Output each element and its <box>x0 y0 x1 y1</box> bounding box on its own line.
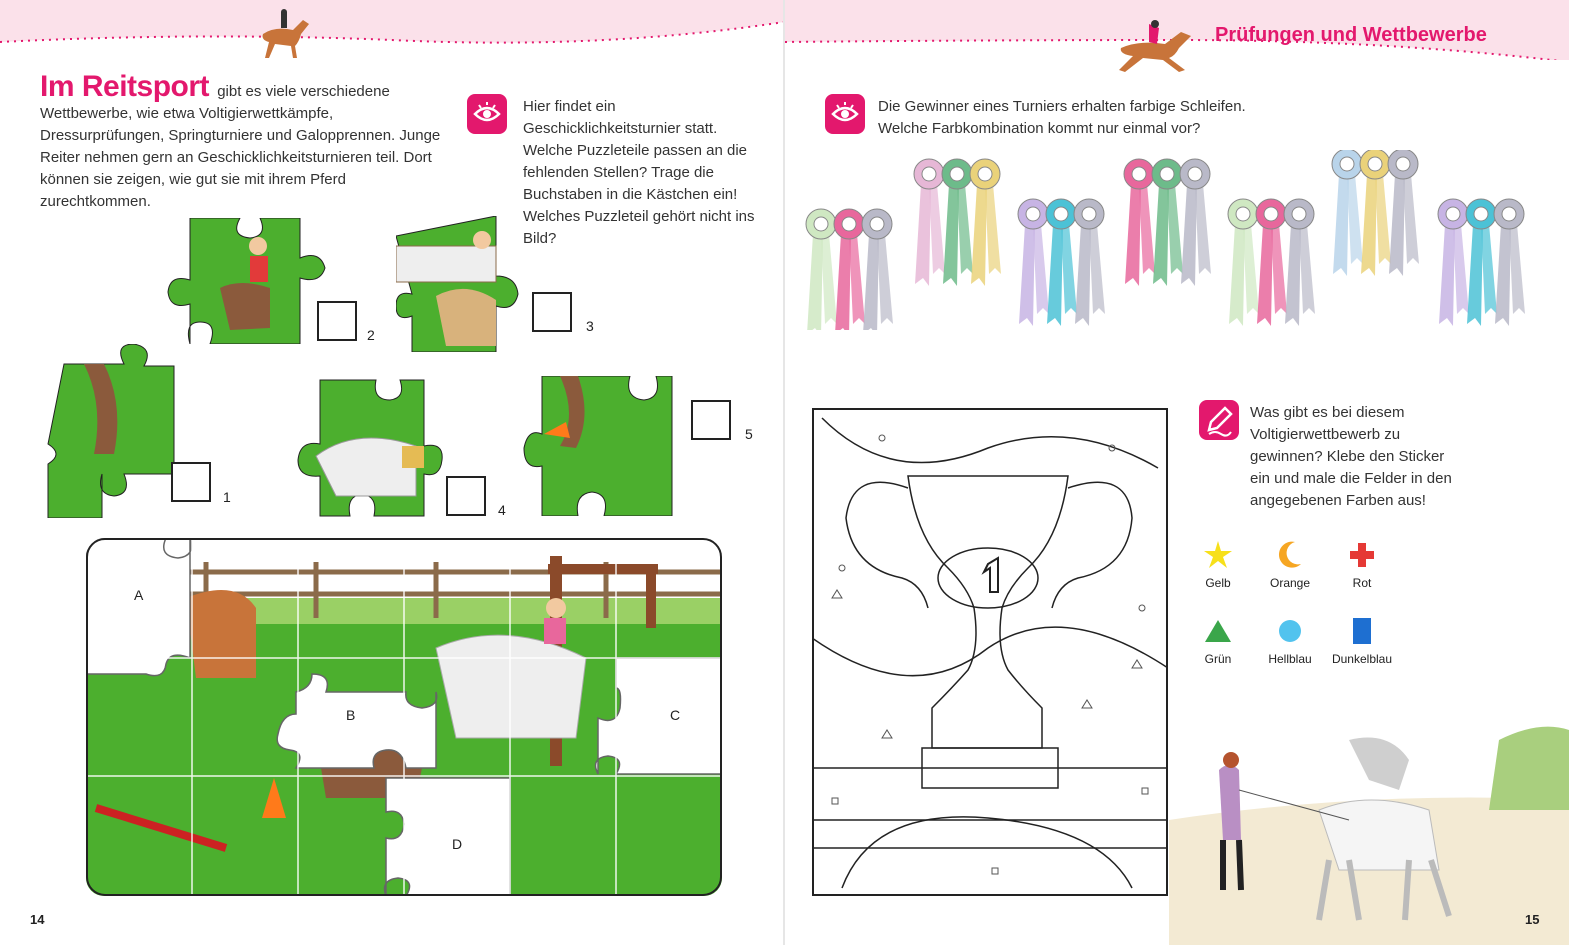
rosette-group <box>806 209 893 330</box>
ribbon <box>1333 174 1349 276</box>
star-icon <box>1203 540 1233 570</box>
eye-icon <box>467 94 507 134</box>
coloring-task-text: Was gibt es bei diesem Voltigierwettbewerb zu gewinnen? Klebe den Sticker ein und male die Felder in den angegebenen Farben aus! <box>1250 404 1452 509</box>
headline: Im Reitsport <box>40 70 210 103</box>
legend-label: Grün <box>1204 652 1232 666</box>
rosette-ribbons <box>805 150 1545 330</box>
rosette-group <box>1438 199 1525 326</box>
vaulting-scene-illustration <box>1169 720 1569 945</box>
slot-label-a: A <box>134 587 144 603</box>
legend-label: Gelb <box>1205 576 1231 590</box>
triangle-icon <box>1203 616 1233 646</box>
rosette-center <box>1132 167 1146 181</box>
ribbon <box>1153 184 1169 286</box>
ribbon-task-text: Die Gewinner eines Turniers erhalten farbige Schleifen. Welche Farbkombination kommt nur einmal vor? <box>878 98 1246 137</box>
ribbon <box>1125 184 1141 286</box>
ribbon <box>1389 174 1405 276</box>
legend-hellblau <box>1255 616 1325 666</box>
legend-gelb <box>1183 540 1253 590</box>
ribbon <box>1361 174 1377 276</box>
rosette-group <box>914 159 1001 286</box>
rosette-center <box>1188 167 1202 181</box>
legend-label: Hellblau <box>1268 652 1312 666</box>
section-title: Prüfungen und Wettbewerbe <box>1215 24 1487 46</box>
racehorse-illustration <box>1115 18 1201 74</box>
puzzle-piece-4 <box>276 376 446 524</box>
rosette-center <box>922 167 936 181</box>
main-puzzle-scene <box>86 538 722 896</box>
answer-box-1[interactable] <box>171 462 211 502</box>
puzzle-piece-5 <box>520 376 684 516</box>
piece-number-2: 2 <box>367 327 375 343</box>
legend-rot <box>1327 540 1397 590</box>
legend-gruen <box>1183 616 1253 666</box>
square-icon <box>1347 616 1377 646</box>
ribbon <box>1375 174 1391 264</box>
ribbon <box>849 234 865 324</box>
ribbon <box>807 234 823 330</box>
rosette-center <box>1474 207 1488 221</box>
ribbon <box>877 234 893 324</box>
ribbon <box>1271 224 1287 314</box>
rosette-group <box>1332 150 1419 276</box>
right-page <box>785 0 1569 945</box>
ribbon <box>1243 224 1259 314</box>
legend-orange <box>1255 540 1325 590</box>
legend-dunkelblau <box>1327 616 1397 666</box>
ribbon <box>943 184 959 286</box>
puzzle-piece-2 <box>160 218 330 344</box>
ribbon <box>1257 224 1273 326</box>
ribbon <box>1061 224 1077 314</box>
rosette-group <box>1124 159 1211 286</box>
rosette-center <box>1396 157 1410 171</box>
ribbon <box>915 184 931 286</box>
slot-label-c: C <box>670 707 681 723</box>
ribbon <box>1089 224 1105 314</box>
ribbon <box>1509 224 1525 314</box>
ribbon <box>1495 224 1511 326</box>
page-number-right: 15 <box>1525 912 1540 927</box>
slot-label-d: D <box>452 836 463 852</box>
rosette-center <box>1502 207 1516 221</box>
ribbon <box>1167 184 1183 274</box>
circle-icon <box>1275 616 1305 646</box>
intro-paragraph <box>40 70 460 213</box>
rosette-center <box>1082 207 1096 221</box>
rosette-center <box>1160 167 1174 181</box>
ribbon <box>1075 224 1091 326</box>
rosette-group <box>1228 199 1315 326</box>
rosette-center <box>978 167 992 181</box>
piece-number-1: 1 <box>223 489 231 505</box>
answer-box-5[interactable] <box>691 400 731 440</box>
ribbon <box>1453 224 1469 314</box>
ribbon <box>957 184 973 274</box>
ribbon <box>1347 174 1363 264</box>
piece-number-3: 3 <box>586 318 594 334</box>
answer-box-4[interactable] <box>446 476 486 516</box>
moon-icon <box>1275 540 1305 570</box>
ribbon <box>1467 224 1483 326</box>
ribbon <box>929 184 945 274</box>
pencil-icon <box>1199 400 1239 440</box>
rosette-center <box>1340 157 1354 171</box>
eye-icon <box>825 94 865 134</box>
piece-number-4: 4 <box>498 502 506 518</box>
ribbon <box>1229 224 1245 326</box>
rosette-center <box>1446 207 1460 221</box>
ribbon <box>821 234 837 324</box>
ribbon <box>1033 224 1049 314</box>
rosette-center <box>950 167 964 181</box>
ribbon <box>1019 224 1035 326</box>
rosette-center <box>1054 207 1068 221</box>
ribbon <box>835 234 851 330</box>
answer-box-3[interactable] <box>532 292 572 332</box>
puzzle-piece-3 <box>396 216 522 352</box>
dressage-horse-illustration <box>255 8 315 60</box>
ribbon <box>863 234 879 330</box>
ribbon <box>1139 184 1155 274</box>
ribbon <box>985 184 1001 274</box>
puzzle-piece-1 <box>44 344 178 518</box>
rosette-center <box>1368 157 1382 171</box>
cross-icon <box>1347 540 1377 570</box>
rosette-center <box>814 217 828 231</box>
page-number-left: 14 <box>30 912 45 927</box>
legend-label: Dunkelblau <box>1331 652 1393 666</box>
rosette-group <box>1018 199 1105 326</box>
ribbon <box>1285 224 1301 326</box>
rosette-center <box>1236 207 1250 221</box>
rosette-center <box>1292 207 1306 221</box>
left-page <box>0 0 784 945</box>
legend-label: Rot <box>1352 576 1372 590</box>
rosette-center <box>1026 207 1040 221</box>
ribbon <box>971 184 987 286</box>
answer-box-2[interactable] <box>317 301 357 341</box>
ribbon <box>1439 224 1455 326</box>
legend-label: Orange <box>1269 576 1311 590</box>
ribbon <box>1181 184 1197 286</box>
ribbon <box>1299 224 1315 314</box>
rosette-center <box>1264 207 1278 221</box>
puzzle-task-text: Hier findet ein Geschicklichkeitsturnier statt. Welche Puzzleteile passen an die fehlenden Stellen? Trage die Buchstaben in die Kästchen ein! Welches Puzzleteil gehört nicht ins Bild? <box>523 98 755 247</box>
slot-label-b: B <box>346 707 356 723</box>
intro-text: gibt es viele verschiedene Wettbewerbe, wie etwa Voltigierwettkämpfe, Dressurprüfungen, Springturniere und Galopprennen. Junge Reiter nehmen gern an Geschicklichkeitsturnieren teil. Dort können sie zeigen, wie gut sie mit ihrem Pferd zurechtkommen. <box>40 83 441 210</box>
header-band <box>0 0 784 48</box>
piece-number-5: 5 <box>745 426 753 442</box>
rosette-center <box>842 217 856 231</box>
ribbon <box>1481 224 1497 314</box>
trophy-coloring-picture <box>812 408 1168 896</box>
rosette-center <box>870 217 884 231</box>
ribbon <box>1403 174 1419 264</box>
ribbon <box>1047 224 1063 326</box>
ribbon <box>1195 184 1211 274</box>
